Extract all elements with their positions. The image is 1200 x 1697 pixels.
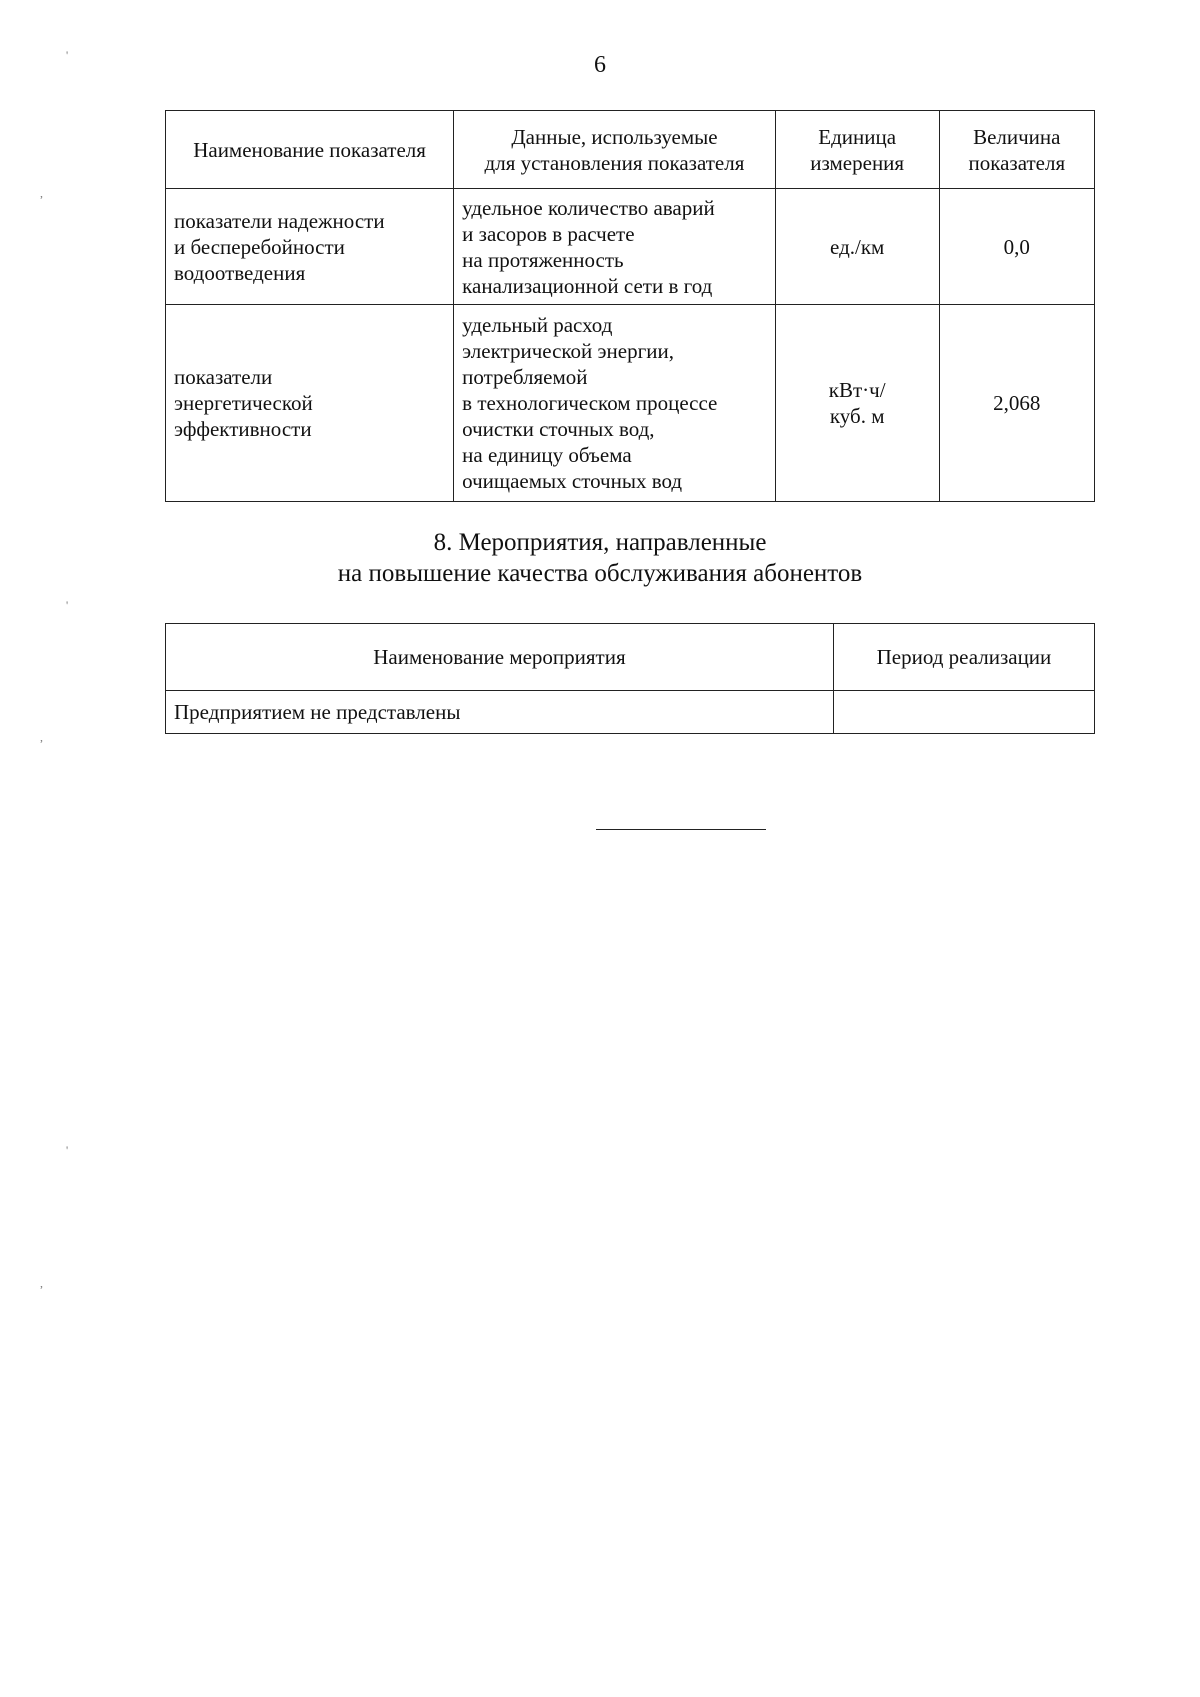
scan-speck: , [40,1276,43,1290]
header-line: Данные, используемые [511,124,718,149]
cell-line: кВт·ч/ [828,378,886,402]
cell-line: канализационной сети в год [462,273,713,298]
cell-line: очистки сточных вод, [462,417,655,441]
cell-line: энергетической [174,391,313,415]
header-text [946,124,1088,176]
header-unit [775,111,939,189]
indicator-name-cell [166,189,454,305]
section-title-line-1: 8. Мероприятия, направленные [433,529,767,556]
table-row [166,305,1095,502]
measure-name-cell: Предприятием не представлены [166,691,834,734]
cell-line: и бесперебойности [174,234,345,259]
cell-line: показатели надежности [174,208,385,233]
indicator-unit-cell [775,305,939,502]
indicator-data-cell [454,305,776,502]
indicator-value-cell [939,305,1094,502]
measures-table [165,623,1095,734]
header-measure-name: Наименование мероприятия [166,624,834,691]
table-row [166,189,1095,305]
header-line: для установления показателя [484,150,745,175]
cell-line: 0,0 [1003,234,1030,259]
cell-line: водоотведения [174,260,306,285]
header-indicator-data [454,111,776,189]
cell-line: куб. м [829,404,885,428]
header-line: Единица [818,124,897,149]
measures-header-row [166,624,1095,691]
scan-speck: , [40,186,43,200]
cell-line: в технологическом процессе [462,391,718,415]
header-indicator-name [166,111,454,189]
header-line: измерения [810,150,905,175]
header-text [460,124,769,176]
indicator-data-cell [454,189,776,305]
cell-line: и засоров в расчете [462,221,635,246]
header-line: Наименование показателя [193,137,426,162]
cell-line: на единицу объема [462,443,632,467]
table-row [166,691,1095,734]
cell-line: ед./км [830,234,885,259]
end-of-document-rule [596,829,766,830]
cell-line: удельный расход [462,313,613,337]
scan-speck: ' [66,1143,69,1157]
header-text [782,124,933,176]
cell-line: потребляемой [462,365,588,389]
cell-line: показатели [174,365,273,389]
header-text [172,137,447,163]
indicator-unit-cell [775,189,939,305]
cell-line: удельное количество аварий [462,195,715,220]
indicator-name-cell [166,305,454,502]
header-line: показателя [968,150,1066,175]
cell-line: электрической энергии, [462,339,674,363]
indicators-header-row [166,111,1095,189]
indicator-value-cell [939,189,1094,305]
page-number: 6 [594,52,606,78]
cell-line: очищаемых сточных вод [462,469,683,493]
cell-line: эффективности [174,417,312,441]
scan-speck: ' [66,598,69,612]
header-line: Величина [973,124,1061,149]
scan-speck: ' [66,48,69,62]
scan-speck: , [40,730,43,744]
cell-line: 2,068 [993,391,1041,415]
header-implementation-period: Период реализации [833,624,1094,691]
indicators-table [165,110,1095,502]
section-title-line-2: на повышение качества обслуживания абонентов [337,560,863,587]
measure-period-cell [833,691,1094,734]
header-value [939,111,1094,189]
cell-line: на протяженность [462,247,624,272]
section-8-title [0,527,1200,589]
